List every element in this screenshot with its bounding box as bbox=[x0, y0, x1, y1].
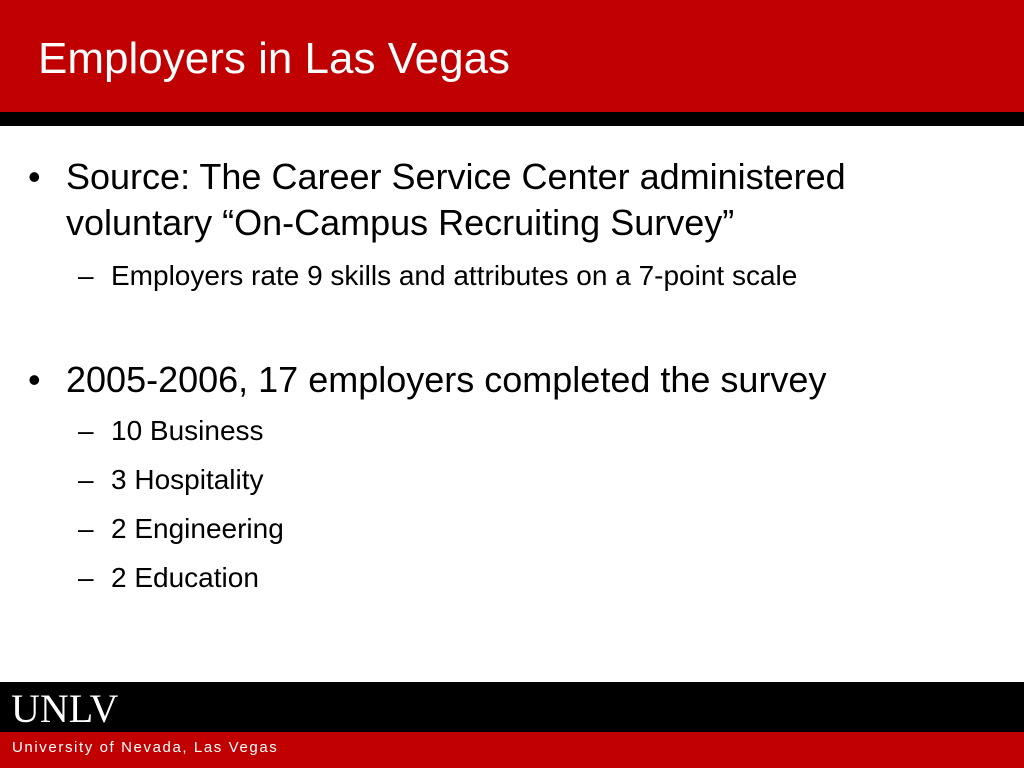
unlv-logo: UNLV bbox=[11, 686, 119, 731]
dash-icon: – bbox=[78, 260, 94, 291]
bullet-icon: • bbox=[28, 156, 41, 197]
footer-logo-bar bbox=[0, 682, 1024, 732]
slide-title: Employers in Las Vegas bbox=[38, 34, 511, 83]
title-bar bbox=[0, 0, 1024, 112]
dash-icon: – bbox=[78, 415, 94, 446]
sub-bullet-text: 10 Business bbox=[111, 415, 264, 446]
university-name: University of Nevada, Las Vegas bbox=[12, 739, 279, 756]
dash-icon: – bbox=[78, 513, 94, 544]
dash-icon: – bbox=[78, 464, 94, 495]
dash-icon: – bbox=[78, 562, 94, 593]
sub-bullet-text: 2 Engineering bbox=[111, 513, 284, 544]
sub-bullet-text: 3 Hospitality bbox=[111, 464, 264, 495]
bullet-text: Source: The Career Service Center administered voluntary “On-Campus Recruiting Survey” bbox=[66, 156, 846, 243]
bullet-icon: • bbox=[28, 359, 41, 400]
sub-bullet-text: 2 Education bbox=[111, 562, 259, 593]
sub-bullet-text: Employers rate 9 skills and attributes on a 7-point scale bbox=[111, 260, 798, 291]
bullet-text: 2005-2006, 17 employers completed the survey bbox=[66, 359, 827, 400]
title-divider bbox=[0, 112, 1024, 126]
